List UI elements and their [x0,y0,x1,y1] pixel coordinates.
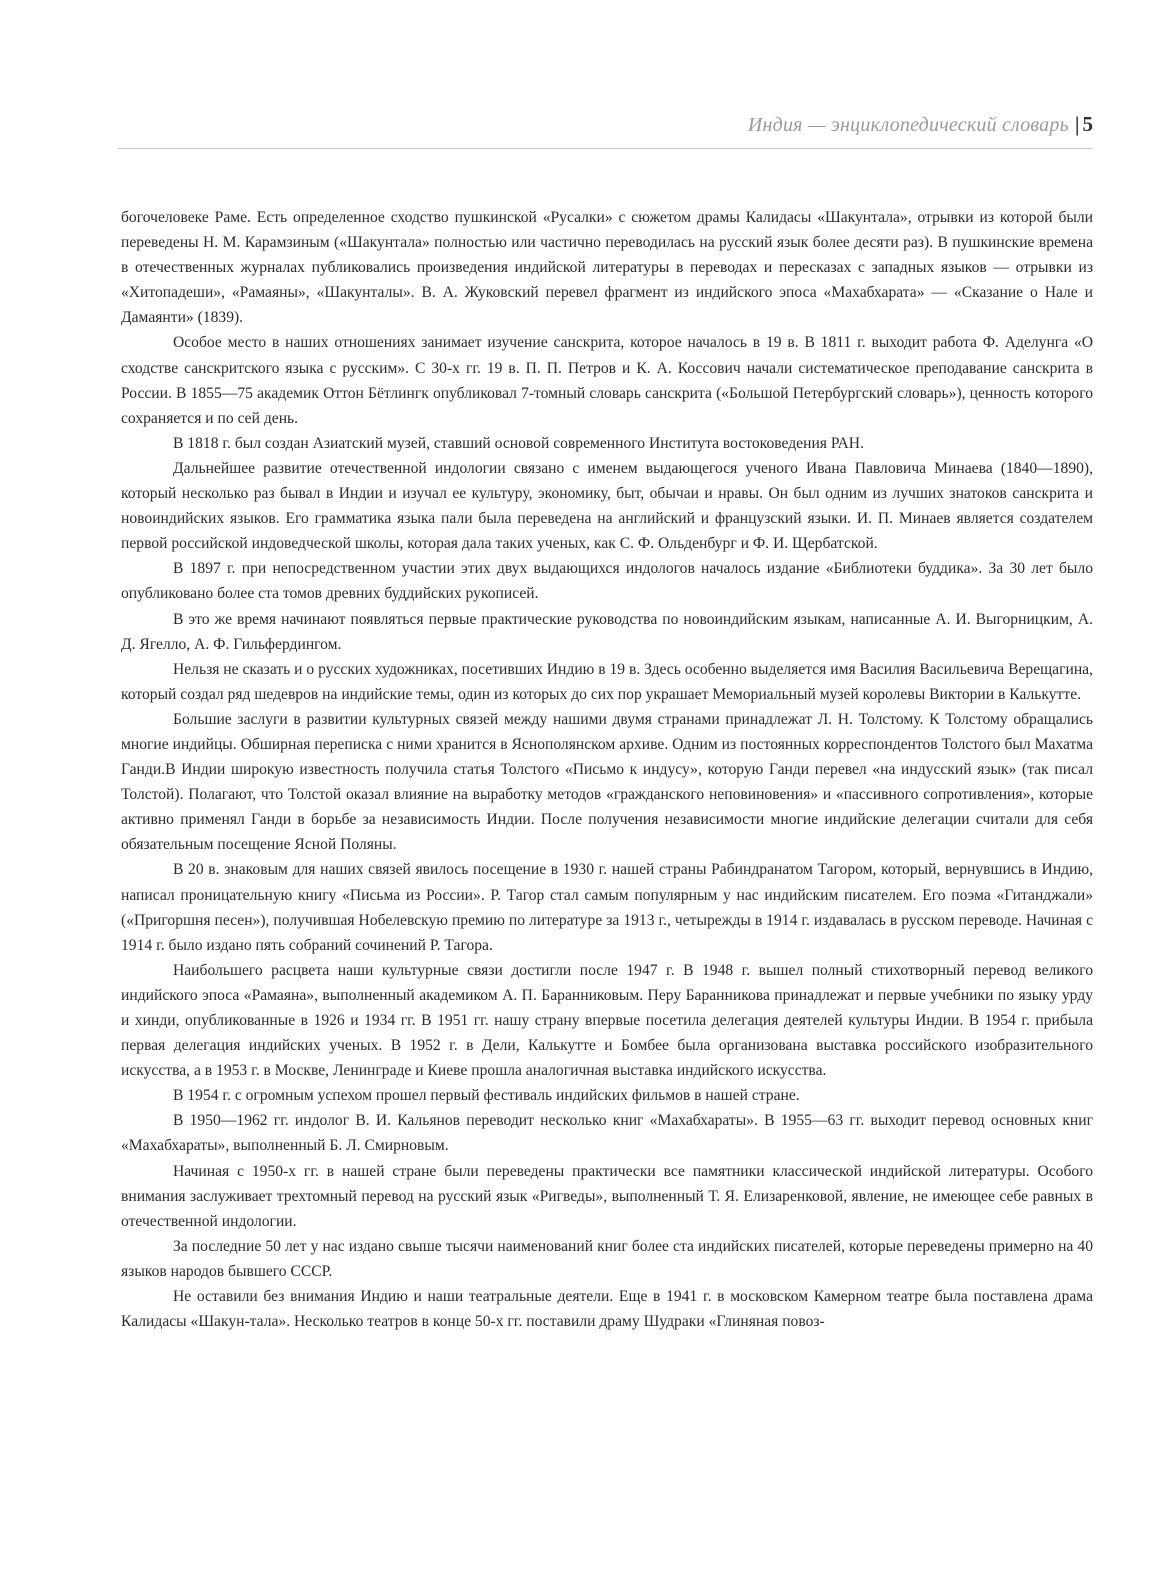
paragraph: Не оставили без внимания Индию и наши театральные деятели. Еще в 1941 г. в московском Камерном театре была поставлена драма Калидасы «Шакун-тала». Несколько театров в конце 50-х гг. поставили драму Шудраки «Глиняная повоз- [121,1288,1093,1331]
paragraph: Нельзя не сказать и о русских художниках, посетивших Индию в 19 в. Здесь особенно выделяется имя Василия Васильевича Верещагина, который создал ряд шедевров на индийские темы, один из которых до сих пор украшает Мемориальный музей королевы Виктории в Калькутте. [121,660,1093,703]
running-header [118,112,1093,149]
running-header-title: Индия — энциклопедический словарь [747,114,1069,136]
paragraph: Наибольшего расцвета наши культурные связи достигли после 1947 г. В 1948 г. вышел полный стихотворный перевод великого индийского эпоса «Рамаяна», выполненный академиком А. П. Баранниковым. Перу Баранникова принадлежат и первые учебники по языку урду и хинди, опубликованные в 1926 и 1934 гг. В 1951 гг. нашу страну впервые посетила делегация деятелей культуры Индии. В 1954 г. прибыла первая делегация индийских ученых. В 1952 г. в Дели, Калькутте и Бомбее была организована выставка российского изобразительного искусства, а в 1953 г. в Москве, Ленинграде и Киеве прошла аналогичная выставка индийского искусства. [121,961,1093,1080]
paragraph: Большие заслуги в развитии культурных связей между нашими двумя странами принадлежат Л. Н. Толстому. К Толстому обращались многие индийцы. Обширная переписка с ними хранится в Яснополянском архиве. Одним из постоянных корреспондентов Толстого был Махатма Ганди.В Индии широкую известность получила статья Толстого «Письмо к индусу», которую Ганди перевел «на индусский язык» (так писал Толстой). Полагают, что Толстой оказал влияние на выработку методов «гражданского неповиновения» и «пассивного сопротивления», которые активно применял Ганди в борьбе за независимость Индии. После получения независимости многие индийские делегации считали для себя обязательным посещение Ясной Поляны. [121,710,1093,854]
paragraph: В 1897 г. при непосредственном участии этих двух выдающихся индологов началось издание «Библиотеки буддика». За 30 лет было опубликовано более ста томов древних буддийских рукописей. [121,560,1093,603]
article-body [121,205,1093,1334]
running-header-separator: | [1074,112,1080,136]
paragraph: В это же время начинают появляться первые практические руководства по новоиндийским языкам, написанные А. И. Выгорницким, А. Д. Ягелло, А. Ф. Гильфердингом. [121,610,1093,653]
page-number: 5 [1082,112,1093,136]
paragraph: В 1950—1962 гг. индолог В. И. Кальянов переводит несколько книг «Махабхараты». В 1955—63 гг. выходит перевод основных книг «Махабхараты», выполненный Б. Л. Смирновым. [121,1112,1093,1155]
paragraph: Дальнейшее развитие отечественной индологии связано с именем выдающегося ученого Ивана Павловича Минаева (1840—1890), который несколько раз бывал в Индии и изучал ее культуру, экономику, быт, обычаи и нравы. Он был одним из лучших знатоков санскрита и новоиндийских языков. Его грамматика языка пали была переведена на английский и французский языки. И. П. Минаев является создателем первой российской индоведческой школы, которая дала таких ученых, как С. Ф. Ольденбург и Ф. И. Щербатской. [121,459,1093,553]
paragraph: За последние 50 лет у нас издано свыше тысячи наименований книг более ста индийских писателей, которые переведены примерно на 40 языков народов бывшего СССР. [121,1237,1093,1280]
paragraph: В 20 в. знаковым для наших связей явилось посещение в 1930 г. нашей страны Рабиндранатом Тагором, который, вернувшись в Индию, написал проницательную книгу «Письма из России». Р. Тагор стал самым популярным у нас индийским писателем. Его поэма «Гитанджали» («Пригоршня песен»), получившая Нобелевскую премию по литературе за 1913 г., четырежды в 1914 г. издавалась в русском переводе. Начиная с 1914 г. было издано пять собраний сочинений Р. Тагора. [121,861,1093,954]
paragraph: В 1818 г. был создан Азиатский музей, ставший основой современного Института востоковедения РАН. [173,434,864,452]
paragraph: Особое место в наших отношениях занимает изучение санскрита, которое началось в 19 в. В 1811 г. выходит работа Ф. Аделунга «О сходстве санскритского языка с русским». С 30-х гг. 19 в. П. П. Петров и К. А. Коссович начали систематическое преподавание санскрита в России. В 1855—75 академик Оттон Бётлингк опубликовал 7-томный словарь санскрита («Большой Петербургский словарь»), ценность которого сохраняется и по сей день. [121,334,1093,427]
paragraph-continued: богочеловеке Раме. Есть определенное сходство пушкинской «Русалки» с сюжетом драмы Калидасы «Шакунтала», отрывки из которой были переведены Н. М. Карамзиным («Шакунтала» полностью или частично переводилась на русский язык более десяти раз). В пушкинские времена в отечественных журналах публиковались произведения индийской литературы в переводах и пересказах с западных языков — отрывки из «Хитопадеши», «Рамаяны», «Шакунталы». В. А. Жуковский перевел фрагмент из индийского эпоса «Махабхарата» — «Сказание о Нале и Дамаянти» (1839). [121,209,1093,327]
paragraph: В 1954 г. с огромным успехом прошел первый фестиваль индийских фильмов в нашей стране. [173,1087,800,1105]
paragraph: Начиная с 1950-х гг. в нашей стране были переведены практически все памятники классической индийской литературы. Особого внимания заслуживает трехтомный перевод на русский язык «Ригведы», выполненный Т. Я. Елизаренковой, явление, не имеющее себе равных в отечественной индологии. [121,1162,1093,1230]
